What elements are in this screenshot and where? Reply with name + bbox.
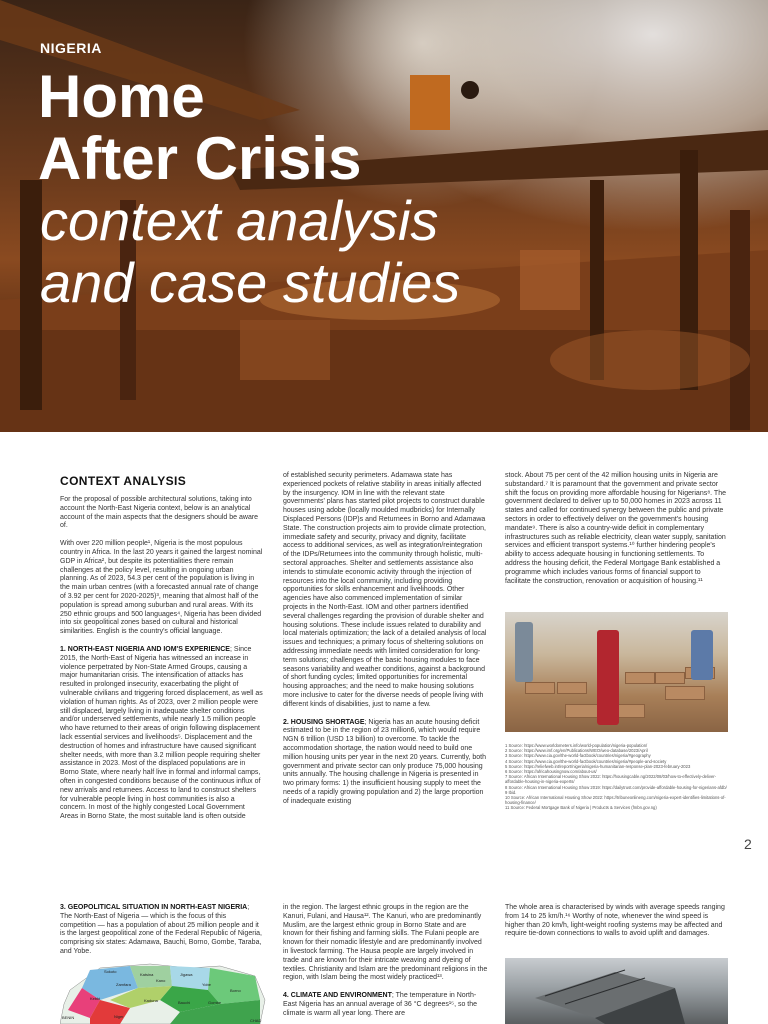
section-title: CONTEXT ANALYSIS: [60, 474, 187, 488]
roof-illustration: [505, 958, 728, 1024]
paragraph-heading: 2. HOUSING SHORTAGE: [283, 718, 365, 726]
map-label: BENIN: [62, 1015, 75, 1020]
map-label: Zamfara: [116, 982, 131, 987]
paragraph: stock. About 75 per cent of the 42 million housing units in Nigeria are substandard.⁷ It is paramount that the government and private sector shift the focus on providing more affordable housing for Nigerians⁸. The government declared to deliver up to 50,000 homes in 2023 across 11 states and called for continued synergy between the public and private sectors in order to effectively deliver on the government's housing mandate⁹. There is also a country-wide deficit in complementary infrastructures such as reliable electricity, clean water supply, sanitation services and efficient transport systems.¹⁰ further hindering people's ability to access adequate housing in functioning settlements. To address the housing deficit, the Federal Mortgage Bank established a programme which includes various forms of financial support to facilitate the construction, renovation or acquisition of housing.¹¹: [505, 472, 726, 585]
paragraph-text: ; The temperature in North-East Nigeria has an annual average of 36 °C degrees¹⁵, so the climate is warm all year long. There are: [283, 992, 478, 1017]
paragraph: The whole area is characterised by winds with average speeds ranging from 14 to 25 km/h.¹⁶ Worthy of note, whenever the wind speed is higher than 20 km/h, light-weight roofing systems may be affected and require tie-down connections to walls to avoid uplift and damages.: [505, 904, 725, 938]
paragraph: [283, 719, 488, 807]
paragraph: in the region. The largest ethnic groups in the region are the Kanuri, Fulani, and Hausa¹². The Kanuri, who are predominantly Muslim, are the largest ethnic group in Borno State and are known for their fishing and farming skills. The Fulani people are known for their nomadic lifestyle and are predominantly involved in livestock farming. The Hausa people are largely involved in trade and are known for their intricate weaving and dyeing of textiles. Christianity and Islam are the predominant religions in the region, with Islam being the most widely practiced¹³.: [283, 904, 488, 982]
damaged-roof-photo: [505, 958, 728, 1024]
footnote: 8 Source: African International Housing Show 2019: https://dailytrust.com/provide-affordable-housing-for-nigerians-afdb/: [505, 784, 727, 790]
paragraph-heading: 4. CLIMATE AND ENVIRONMENT: [283, 992, 392, 1000]
workers-bricks-photo: [505, 612, 728, 732]
map-label: Niger: [114, 1014, 124, 1019]
map-label: Kano: [156, 978, 166, 983]
footnote: 10 Source: African International Housing Show 2022: https://tribuneonlineng.com/nigeria-expert-identifies-limitations-of-housing-finance/: [505, 795, 726, 806]
subtitle-line-2: and case studies: [40, 251, 461, 314]
paragraph-heading: 3. GEOPOLITICAL SITUATION IN NORTH-EAST NIGERIA: [60, 904, 248, 911]
footnote: 2 Source: https://www.imf.org/en/Publications/WEO/weo-database/2023/April: [505, 748, 648, 754]
footnote: 5 Source: https://reliefweb.int/report/nigeria/nigeria-humanitarian-response-plan-2023-february-2023: [505, 763, 691, 769]
footnote: 1 Source: https://www.worldometers.info/world-population/nigeria-population/: [505, 743, 648, 748]
subtitle-line-1: context analysis: [40, 189, 439, 252]
hero-image: [0, 0, 768, 432]
footnote: 4 Source: https://www.cia.gov/the-world-factbook/countries/nigeria/#people-and-society: [505, 758, 667, 764]
paragraph-text: ; The North-East of Nigeria — which is the focus of this competition — has a population of about 25 million people and it is the largest geopolitical zone of the Federal Republic of Nigeria, comprising six states: Adamawa, Bauchi, Borno, Gombe, Taraba, and Yobe.: [60, 904, 262, 955]
paragraph: For the proposal of possible architectural solutions, taking into account the North-East Nigeria context, below is an analytical account of the main aspects that the designers should be aware of.: [60, 496, 259, 530]
map-label: Jigawa: [180, 972, 193, 977]
map-label: Bauchi: [178, 1000, 191, 1005]
nigeria-map: [60, 960, 270, 1024]
footnote: 7 Source: African International Housing Show 2022: https://housingcable.ng/2022/08/03/how-to-effectively-deliver-affordable-housing-in-nigeria-experts/: [505, 774, 717, 785]
paragraph: [60, 904, 263, 957]
map-label: Yobe: [202, 982, 211, 987]
footnote: 9 Ibid.: [505, 789, 517, 795]
map-label: Gombe: [208, 1000, 222, 1005]
lower-text-column-1: [60, 904, 263, 966]
lower-text-column-2: [283, 904, 488, 1024]
paragraph-text: ; Nigeria has an acute housing deficit estimated to be in the region of 23 million6, which would require NGN 6 trillion (USD 13 billion) to overcome. To tackle the accommodation shortage, the nation would need to build one million housing units per year in the next 20 years. Currently, both government and private sector can only produce 75,000 housing units annually. The housing challenge in Nigeria is presented in two primary forms: 1) the insufficient housing supply to meet the needs of a rapidly growing population and 2) the large proportion of inadequate existing: [283, 718, 486, 805]
footnote: 11 Source: Federal Mortgage Bank of Nigeria | Products & Services (fmbn.gov.ng): [505, 805, 657, 811]
map-label: Borno: [230, 988, 241, 993]
map-label: Kebbi: [90, 996, 101, 1001]
map-label: Sokoto: [104, 969, 117, 974]
map-label: CHAD: [250, 1018, 262, 1023]
paragraph: With over 220 million people¹, Nigeria is the most populous country in Africa. In the last 20 years it gained the largest nominal GDP in Africa², but despite its potentialities there remain challenges at the policy level, resulting in ongoing urban planning. As of 2023, 54.3 per cent of the population is living in the main urban centres (with a forecasted annual rate of change of 3.92 per cent for 2020-2025)³, meaning that almost half of the population is spread among suburban and rural areas. With its 250 ethnic groups and 500 languages⁴, Nigeria has been divided into six geopolitical zones based on cultural and historical similarities. English is the country's official language.: [60, 540, 263, 636]
page-number: 2: [744, 836, 752, 852]
text-column-1: [60, 496, 263, 831]
paragraph-heading: 1. NORTH-EAST NIGERIA AND IOM'S EXPERIENCE: [60, 645, 230, 653]
footnotes: [505, 743, 728, 811]
text-column-3: [505, 472, 728, 595]
title-line-1: Home: [38, 63, 205, 130]
map-label: Katsina: [140, 972, 154, 977]
paragraph: of established security perimeters. Adamawa state has experienced pockets of relative stability in areas initially affected by the insurgency. IOM in line with the relevant state governments' plans has started pilot projects to construct durable houses using adobe (locally moulded mudbricks) for Internally Displaced Persons (IDP)s and Returnees in Borno and Adamawa State. The construction projects aim to provide climate protection, immediate safety and security, privacy and dignity, facilitate access to additional services, as well as integration/reintegration of the IDPs/Returnees into the community through holistic, multi-sectoral approaches. Shelter and settlements assistance also intends to stimulate economic activity through the injection of resources into the local community, including providing opportunities for skills enhancement and livelihoods. Other agencies have also commenced implementation of similar projects in the North-East. IOM and other partners identified several challenges regarding the provision of durable shelter and housing solutions. These include issues related to durability and local materials optimization; the lack of a detailed analysis of local issues and techniques; a primary focus of sheltering solutions on addressing immediate needs with limited consideration for long-term solutions; challenges of the basic housing modules to face seasons variability and weather conditions, against a background of short funding cycles; limited opportunities for incremental housing approaches; and the need to make housing solutions more inclusive to cater for the diverse needs of people living with different kinds of disabilities, just to name a few.: [283, 472, 487, 708]
paragraph-text: ; Since 2015, the North-East of Nigeria has witnessed an increase in violence perpetrated by Non-State Armed Groups, causing a major humanitarian crisis. The intensification of attacks has resulted in prolonged insecurity, exacerbating the plight of vulnerable civilians and triggering forced displacement, as well as violation of human rights. As of 2023, over 2 million people were still displaced, largely living in inadequate shelter conditions and/or underserved settlements, while nearly 1.5 million people who have returned to their areas of origin following displacement lack essential services and livelihoods⁵. Displacement and the destruction of homes and infrastructure have caused significant shelter needs, with more than 3.2 million people requiring shelter assistance in 2023. Most of the displaced populations are in Borno State, where nearly half live in formal and informal camps, often in congested conditions because of the continuous influx of new arrivals and returnees. Access to land to construct shelters for vulnerable people living in host communities is also a concern. In most of the highly congested Local Government Areas in Borno State, the most suitable land is often outside: [60, 645, 263, 821]
paragraph: [283, 992, 488, 1018]
paragraph: [60, 646, 263, 822]
country-label: NIGERIA: [40, 40, 102, 56]
footnote: 3 Source: https://www.cia.gov/the-world-factbook/countries/nigeria/#geography: [505, 753, 651, 759]
title-line-2: After Crisis: [38, 125, 362, 192]
footnote: 6 Source: https://africahousingnow.com/about-us/: [505, 769, 597, 775]
text-column-2: [283, 472, 488, 815]
map-label: Kaduna: [144, 998, 158, 1003]
lower-text-column-3: [505, 904, 728, 948]
